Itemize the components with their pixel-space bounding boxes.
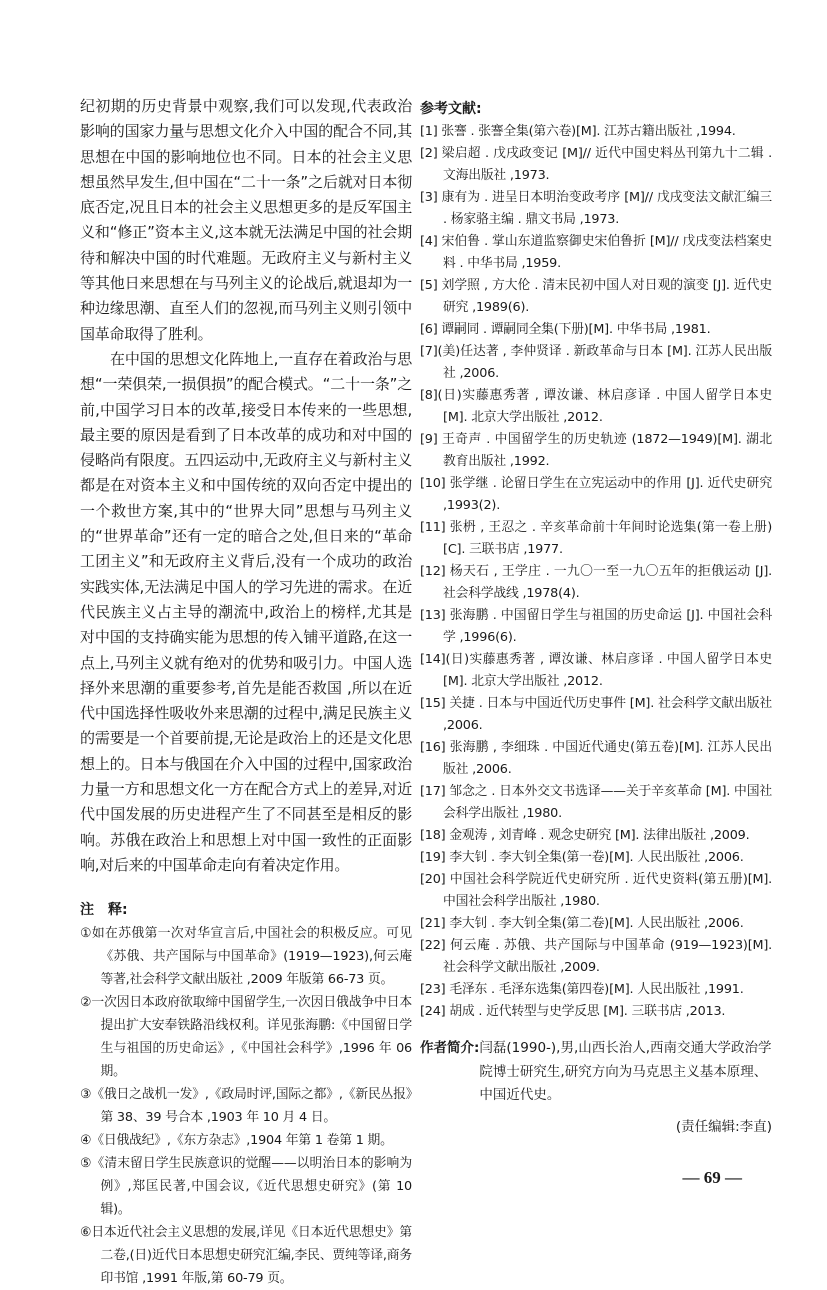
reference-item: [15] 关捷 . 日本与中国近代历史事件 [M]. 社会科学文献出版社 ,2006. — [420, 696, 772, 733]
body-paragraph: 纪初期的历史背景中观察,我们可以发现,代表政治影响的国家力量与思想文化介入中国的配合不同,其思想在中国的影响地位也不同。日本的社会主义思想虽然早发生,但中国在“二十一条”之后就对日本彻底否定,况且日本的社会主义思想更多的是反军国主义和“修正”资本主义,这本就无法满足中国的社会期待和解决中国的时代难题。无政府主义与新村主义等其他日来思想在与马列主义的论战后,就退却为一种边缘思潮、直至人们的忽视,而马列主义则引领中国革命取得了胜利。 — [80, 97, 412, 343]
reference-item: [17] 邹念之 . 日本外交文书选译——关于辛亥革命 [M]. 中国社会科学出版社 ,1980. — [420, 784, 772, 821]
main-text-column — [80, 94, 412, 1290]
reference-item: [21] 李大钊 . 李大钊全集(第二卷)[M]. 人民出版社 ,2006. — [420, 916, 744, 931]
reference-item: [16] 张海鹏 , 李细珠 . 中国近代通史(第五卷)[M]. 江苏人民出版社 ,2006. — [420, 740, 772, 777]
references-list — [420, 121, 772, 1023]
reference-item: [9] 王奇声 . 中国留学生的历史轨迹 (1872—1949)[M]. 湖北教育出版社 ,1992. — [420, 432, 772, 469]
reference-item: [5] 刘学照 , 方大伦 . 清末民初中国人对日观的演变 [J]. 近代史研究 ,1989(6). — [420, 278, 772, 315]
note-item: ④《日俄战纪》,《东方杂志》,1904 年第 1 卷第 1 期。 — [80, 1133, 393, 1149]
reference-item: [23] 毛泽东 . 毛泽东选集(第四卷)[M]. 人民出版社 ,1991. — [420, 982, 744, 997]
note-item: ①如在苏俄第一次对华宣言后,中国社会的积极反应。可见《苏俄、共产国际与中国革命》(1919—1923),何云庵等著,社会科学文献出版社 ,2009 年版第 66-73 页。 — [80, 926, 412, 988]
reference-item: [8](日)实藤惠秀著 , 谭汝谦、林启彦译 . 中国人留学日本史 [M]. 北京大学出版社 ,2012. — [420, 388, 772, 425]
note-item: ⑥日本近代社会主义思想的发展,详见《日本近代思想史》第二卷,(日)近代日本思想史研究汇编,李民、贾纯等译,商务印书馆 ,1991 年版,第 60-79 页。 — [80, 1225, 412, 1287]
reference-item: [11] 张枬 , 王忍之 . 辛亥革命前十年间时论选集(第一卷上册)[C]. 三联书店 ,1977. — [420, 520, 772, 557]
reference-item: [18] 金观涛 , 刘青峰 . 观念史研究 [M]. 法律出版社 ,2009. — [420, 828, 750, 843]
references-section — [420, 97, 772, 1023]
reference-item: [22] 何云庵 . 苏俄、共产国际与中国革命 (919—1923)[M]. 社会科学文献出版社 ,2009. — [420, 938, 772, 975]
reference-item: [10] 张学继 . 论留日学生在立宪运动中的作用 [J]. 近代史研究 ,1993(2). — [420, 476, 772, 513]
references-column — [420, 97, 772, 1189]
reference-item: [2] 梁启超 . 戊戌政变记 [M]// 近代中国史料丛刊第九十二辑 . 文海出版社 ,1973. — [420, 146, 772, 183]
note-item: ②一次因日本政府欲取缔中国留学生,一次因日俄战争中日本提出扩大安奉铁路沿线权利。详见张海鹏:《中国留日学生与祖国的历史命运》,《中国社会科学》,1996 年 06 期。 — [80, 995, 412, 1080]
note-item: ③《俄日之战机一发》,《政局时评,国际之都》,《新民丛报》第 38、39 号合本 ,1903 年 10 月 4 日。 — [80, 1087, 412, 1126]
page-number: — 69 — — [682, 1167, 742, 1187]
reference-item: [24] 胡成 . 近代转型与史学反思 [M]. 三联书店 ,2013. — [420, 1004, 726, 1019]
notes-title: 注 释: — [80, 902, 128, 919]
author-bio-text: 闫磊(1990-),男,山西长治人,西南交通大学政治学院博士研究生,研究方向为马克思主义基本原理、中国近代史。 — [479, 1040, 772, 1103]
note-item: ⑤《清末留日学生民族意识的觉醒——以明治日本的影响为例》,郑匡民著,中国会议,《近代思想史研究》(第 10 辑)。 — [80, 1156, 412, 1218]
notes-section — [80, 898, 412, 1290]
reference-item: [20] 中国社会科学院近代史研究所 . 近代史资料(第五册)[M]. 中国社会科学出版社 ,1980. — [420, 872, 772, 909]
reference-item: [7](美)任达著 , 李仲贤译 . 新政革命与日本 [M]. 江苏人民出版社 ,2006. — [420, 344, 772, 381]
reference-item: [3] 康有为 . 进呈日本明治变政考序 [M]// 戊戌变法文献汇编三 . 杨家骆主编 . 鼎文书局 ,1973. — [420, 190, 772, 227]
references-title: 参考文献: — [420, 101, 482, 117]
body-paragraph: 在中国的思想文化阵地上,一直存在着政治与思想“一荣俱荣,一损俱损”的配合模式。“二十一条”之前,中国学习日本的改革,接受日本传来的一些思想,最主要的原因是看到了日本改革的成功和对中国的侵略尚有限度。五四运动中,无政府主义与新村主义都是在对资本主义和中国传统的双向否定中提出的一个救世方案,其中的“世界大同”思想与马列主义的“世界革命”还有一定的暗合之处,但日来的“革命工团主义”和无政府主义背后,没有一个成功的政治实践实体,无法满足中国人的学习先进的需求。在近代民族主义占主导的潮流中,政治上的榜样,尤其是对中国的支持确实能为思想的传入铺平道路,在这一点上,马列主义就有绝对的优势和吸引力。中国人选择外来思潮的重要参考,首先是能否救国 ,所以在近代中国选择性吸收外来思潮的过程中,满足民族主义的需要是一个首要前提,无论是政治上的还是文化思想上的。日本与俄国在介入中国的过程中,国家政治力量一方和思想文化一方在配合方式上的差异,对近代中国发展的历史进程产生了不同甚至是相反的影响。苏俄在政治上和思想上对中国一致性的正面影响,对后来的中国革命走向有着决定作用。 — [80, 349, 412, 874]
author-bio — [420, 1037, 772, 1108]
author-bio-label: 作者简介: — [420, 1040, 480, 1056]
reference-item: [13] 张海鹏 . 中国留日学生与祖国的历史命运 [J]. 中国社会科学 ,1996(6). — [420, 608, 772, 645]
reference-item: [19] 李大钊 . 李大钊全集(第一卷)[M]. 人民出版社 ,2006. — [420, 850, 744, 865]
reference-item: [14](日)实藤惠秀著 , 谭汝谦、林启彦译 . 中国人留学日本史 [M]. 北京大学出版社 ,2012. — [420, 652, 772, 689]
reference-item: [12] 杨天石 , 王学庄 . 一九〇一至一九〇五年的拒俄运动 [J]. 社会科学战线 ,1978(4). — [420, 564, 772, 601]
reference-item: [6] 谭嗣同 . 谭嗣同全集(下册)[M]. 中华书局 ,1981. — [420, 322, 711, 337]
reference-item: [1] 张謇 . 张謇全集(第六卷)[M]. 江苏古籍出版社 ,1994. — [420, 124, 736, 139]
notes-list — [80, 922, 412, 1290]
reference-item: [4] 宋伯鲁 . 掌山东道监察御史宋伯鲁折 [M]// 戊戌变法档案史料 . 中华书局 ,1959. — [420, 234, 772, 271]
responsible-editor: (责任编辑:李直) — [675, 1118, 772, 1135]
